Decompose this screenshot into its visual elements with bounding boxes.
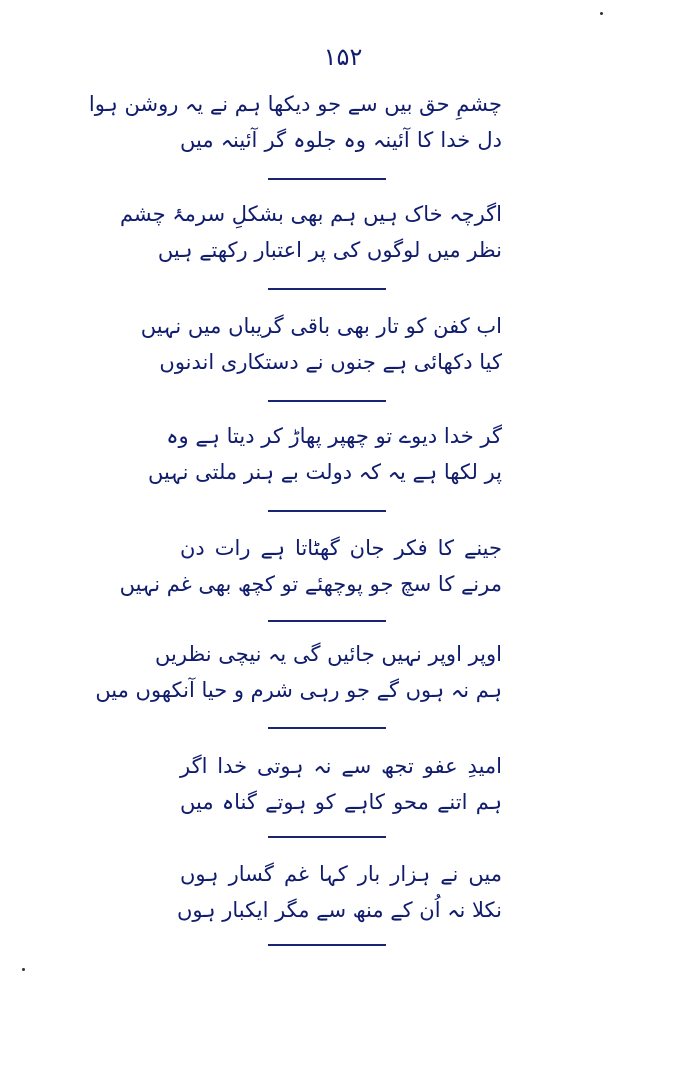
verse-7-line-1: امیدِ عفو تجھ سے نہ ہوتی خدا اگر	[180, 754, 502, 778]
verse-2-line-1: اگرچہ خاک ہیں ہم بھی بشکلِ سرمۂ چشم	[119, 202, 502, 226]
verse-divider	[268, 178, 386, 180]
verse-8	[177, 856, 502, 928]
page-number: ۱۵۲	[323, 43, 363, 71]
verse-divider	[268, 836, 386, 838]
verse-4-line-2: پر لکھا ہے یہ کہ دولت بے ہنر ملتی نہیں	[147, 460, 502, 484]
scan-speck	[600, 12, 603, 15]
verse-6-line-2: ہم نہ ہوں گے جو رہی شرم و حیا آنکھوں میں	[95, 678, 502, 702]
verse-4	[147, 418, 502, 490]
verse-divider	[268, 620, 386, 622]
verse-divider	[268, 288, 386, 290]
verse-3-line-2: کیا دکھائی ہے جنوں نے دستکاری اندنوں	[159, 350, 502, 374]
verse-6	[95, 636, 502, 708]
verse-divider	[268, 944, 386, 946]
verse-3-line-1: اب کفن کو تار بھی باقی گریباں میں نہیں	[140, 314, 502, 338]
verse-5	[119, 530, 502, 602]
verse-4-line-1: گر خدا دیوے تو چھپر پھاڑ کر دیتا ہے وہ	[166, 424, 502, 448]
verse-5-line-2: مرنے کا سچ جو پوچھئے تو کچھ بھی غم نہیں	[119, 572, 502, 596]
verse-7	[180, 748, 502, 820]
verse-divider	[268, 400, 386, 402]
verse-8-line-1: میں نے ہزار بار کہا غم گسار ہوں	[180, 862, 502, 886]
verse-7-line-2: ہم اتنے محو کاہے کو ہوتے گناہ میں	[180, 790, 502, 814]
verse-2-line-2: نظر میں لوگوں کی پر اعتبار رکھتے ہیں	[157, 238, 502, 262]
verse-8-line-2: نکلا نہ اُن کے منھ سے مگر ایکبار ہوں	[177, 898, 502, 922]
verse-6-line-1: اوپر اوپر نہیں جائیں گی یہ نیچی نظریں	[155, 642, 502, 666]
scan-speck	[22, 968, 25, 971]
verse-divider	[268, 510, 386, 512]
verse-1-line-1: چشمِ حق بیں سے جو دیکھا ہم نے یہ روشن ہوا	[88, 92, 502, 116]
verse-1-line-2: دل خدا کا آئینہ وہ جلوہ گر آئینہ میں	[180, 128, 502, 152]
verse-2	[119, 196, 502, 268]
verse-divider	[268, 727, 386, 729]
verse-1	[88, 86, 502, 158]
verse-5-line-1: جینے کا فکر جان گھٹاتا ہے رات دن	[180, 536, 502, 560]
verse-3	[140, 308, 502, 380]
